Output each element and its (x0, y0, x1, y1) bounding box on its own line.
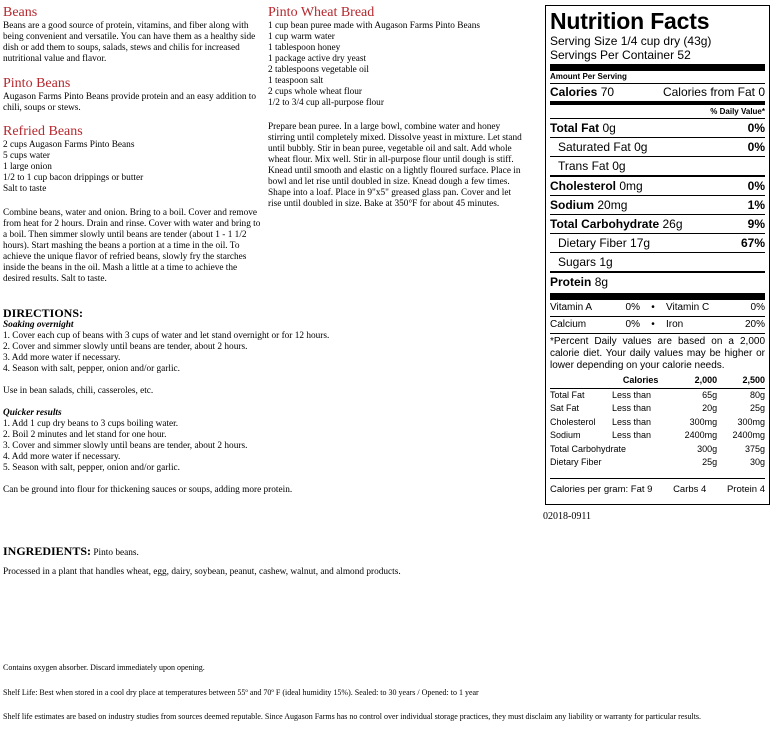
table-cell: 25g (702, 457, 718, 467)
divider (550, 64, 765, 71)
table-header (550, 374, 612, 388)
table-header: 2,500 (742, 375, 765, 385)
nutrient-label: Sodium (550, 198, 594, 212)
table-cell: Less than (612, 430, 652, 440)
list-item: 4. Add more water if necessary. (3, 452, 121, 462)
calories-from-fat: Calories from Fat 0 (662, 85, 765, 99)
list-item: 1 teaspoon salt (268, 76, 324, 86)
nutrient-row (550, 252, 765, 271)
refried-section (3, 124, 261, 285)
list-item: 4. Season with salt, pepper, onion and/or garlic. (3, 364, 181, 374)
nutrient-label: Dietary Fiber (558, 236, 627, 250)
nutrient-row (550, 156, 765, 175)
nutrient-label: Saturated Fat (558, 140, 631, 154)
nutrient-row (550, 175, 765, 195)
protein-per-gram: Protein 4 (726, 483, 765, 495)
nutrient-dv: 1% (747, 198, 765, 212)
table-cell: 375g (744, 443, 765, 454)
protein-row (550, 271, 765, 291)
list-item: 3. Add more water if necessary. (3, 353, 121, 363)
nutrient-row (550, 118, 765, 137)
table-cell: 300g (697, 443, 718, 454)
divider (550, 293, 765, 300)
allergen-note: Processed in a plant that handles wheat, egg, dairy, soybean, peanut, cashew, walnut, and almond products. (3, 567, 401, 577)
ingredients-label: INGREDIENTS: (3, 544, 92, 558)
nutrient-rows (550, 118, 765, 271)
table-cell: 25g (749, 403, 765, 413)
vitamin-row (550, 300, 765, 316)
protein-label: Protein (550, 275, 592, 289)
soaking-title: Soaking overnight (3, 320, 74, 330)
nutrient-amount: 0g (602, 121, 616, 135)
table-cell: Dietary Fiber (550, 457, 602, 467)
ingredients-value: Pinto beans. (91, 548, 139, 558)
table-cell: Total Carbohydrate (550, 443, 627, 454)
table-cell: Less than (612, 403, 652, 413)
amount-per-serving: Amount Per Serving (550, 72, 627, 81)
vitamin-label: Calcium (550, 319, 587, 330)
nutrient-amount: 26g (662, 217, 683, 231)
ingredients-section (3, 546, 543, 578)
table-cell: Less than (612, 416, 652, 427)
nutrient-label: Trans Fat (558, 159, 609, 173)
nutrient-dv: 0% (747, 179, 765, 193)
table-cell: 65g (702, 389, 718, 400)
vitamin-label: Vitamin A (550, 302, 593, 313)
oxygen-note: Contains oxygen absorber. Discard immediately upon opening. (3, 663, 205, 672)
nutrient-amount: 0g (634, 140, 648, 154)
vitamin-value: 20% (744, 319, 765, 330)
disclaimer-note: Shelf life estimates are based on industry studies from sources deemed reputable. Since Augason Farms has no control over individual storage practices, they must disclaim any liability or warranty for particular results. (3, 712, 702, 721)
footnote: *Percent Daily values are based on a 2,000 calorie diet. Your daily values may be higher or lower depending on your calorie needs. (550, 333, 765, 372)
list-item: 1. Add 1 cup dry beans to 3 cups boiling water. (3, 419, 179, 429)
refried-method: Combine beans, water and onion. Bring to a boil. Cover and remove from heat for 2 hours. Drain and rinse. Cover with water and bring to a boil. Then simmer slowly until beans are tender (about 1 - 1 1/2 hours). Start mashing the beans a portion at a time in the oil. To achieve the unique flavor of refried beans, slowly fry the starches inside the beans in the oil. Mash a little at a time to achieve the desired results. Salt to taste. (3, 208, 261, 284)
table-cell: 30g (749, 457, 765, 467)
table-cell: 2400mg (684, 430, 718, 440)
quicker-title: Quicker results (3, 408, 62, 418)
nutrient-dv: 0% (747, 121, 765, 135)
nutrient-amount: 20mg (597, 198, 628, 212)
list-item: 1 package active dry yeast (268, 54, 367, 64)
table-header-row (550, 374, 765, 388)
table-cell: 20g (702, 403, 718, 413)
calories-per-gram (550, 478, 765, 496)
nutrient-dv: 9% (747, 217, 765, 231)
pinto-section (3, 76, 261, 114)
list-item: 2 cups Augason Farms Pinto Beans (3, 140, 135, 150)
table-row (550, 402, 765, 416)
table-cell: Total Fat (550, 389, 585, 400)
bread-section (268, 5, 523, 210)
directions-section (3, 307, 523, 496)
bread-method: Prepare bean puree. In a large bowl, combine water and honey stirring until completely mixed. Dissolve yeast in mixture. Let stand until bubbly. Stir in bean puree, vegetable oil and salt. Add whole wheat flour. Mix well. Stir in all-purpose flour until dough is stiff. Knead until smooth and elastic on a lightly floured surface. Place in bowl and let rise until doubled in size. Knead dough a few times. Shape into a loaf. Place in 9"x5" greased glass pan. Cover and let rise until doubled in size. Bake at 350°F for about 45 minutes. (268, 122, 522, 209)
calories-value: 70 (600, 85, 615, 99)
nutrient-label: Total Fat (550, 121, 600, 135)
vitamin-value: 0% (625, 319, 640, 330)
list-item: 1 tablespoon honey (268, 43, 341, 53)
table-row (550, 416, 765, 430)
vitamin-value: 0% (625, 302, 640, 313)
bullet: • (651, 302, 655, 313)
nutrient-dv: 0% (747, 140, 765, 154)
table-cell: Sodium (550, 430, 581, 440)
protein-amount: 8g (594, 275, 609, 289)
nutrient-row (550, 195, 765, 214)
list-item: 2 tablespoons vegetable oil (268, 65, 369, 75)
table-row (550, 443, 765, 457)
nutrient-dv: 67% (740, 236, 765, 250)
table-cell: Sat Fat (550, 403, 580, 413)
servings-per-container: Servings Per Container 52 (550, 48, 691, 62)
table-cell: 80g (749, 389, 765, 400)
use-note: Use in bean salads, chili, casseroles, etc. (3, 386, 154, 396)
flour-note: Can be ground into flour for thickening sauces or soups, adding more protein. (3, 485, 293, 495)
nutrition-title: Nutrition Facts (550, 8, 710, 34)
table-cell: Cholesterol (550, 416, 596, 427)
list-item: 1 cup bean puree made with Augason Farms Pinto Beans (268, 21, 480, 31)
beans-title: Beans (3, 5, 38, 20)
beans-text: Beans are a good source of protein, vitamins, and fiber along with being convenient and versatile. You can have them as a healthy side dish or add them to soups, salads, stews and chilis for increased nutritional value and flavor. (3, 21, 256, 64)
list-item: 1/2 to 1 cup bacon drippings or butter (3, 173, 144, 183)
list-item: 5. Season with salt, pepper, onion and/or garlic. (3, 463, 181, 473)
directions-title: DIRECTIONS: (3, 306, 84, 320)
daily-values-table (550, 374, 765, 470)
footer (3, 663, 779, 722)
list-item: 5 cups water (3, 151, 50, 161)
list-item: 1 large onion (3, 162, 52, 172)
table-row (550, 429, 765, 443)
list-item: 2. Cover and simmer slowly until beans are tender, about 2 hours. (3, 342, 248, 352)
table-cell: 300mg (689, 416, 718, 427)
calories-label: Calories (550, 85, 598, 99)
nutrient-row (550, 137, 765, 156)
nutrient-label: Total Carbohydrate (550, 217, 660, 231)
table-header: Calories (622, 375, 659, 385)
vitamin-value: 0% (750, 302, 765, 313)
nutrient-amount: 0mg (619, 179, 643, 193)
bread-ingredients (268, 21, 523, 109)
pinto-text: Augason Farms Pinto Beans provide protein and an easy addition to chili, soups or stews. (3, 92, 257, 113)
list-item: 2. Boil 2 minutes and let stand for one hour. (3, 430, 167, 440)
fat-per-gram: Calories per gram: Fat 9 (550, 483, 653, 495)
bullet: • (651, 319, 655, 330)
table-header: 2,000 (694, 375, 718, 385)
nutrient-row (550, 233, 765, 252)
table-cell: Less than (612, 389, 652, 400)
vitamin-row (550, 316, 765, 333)
refried-ingredients (3, 140, 261, 195)
list-item: 2 cups whole wheat flour (268, 87, 362, 97)
list-item: 3. Cover and simmer slowly until beans are tender, about 2 hours. (3, 441, 248, 451)
list-item: 1. Cover each cup of beans with 3 cups of water and let stand overnight or for 12 hours. (3, 331, 330, 341)
list-item: 1 cup warm water (268, 32, 335, 42)
serving-size: Serving Size 1/4 cup dry (43g) (550, 34, 712, 48)
shelf-life-note: Shelf Life: Best when stored in a cool dry place at temperatures between 55º and 70º F (ideal humidity 15%). Sealed: to 30 years / Opened: to 1 year (3, 688, 479, 697)
nutrient-label: Cholesterol (550, 179, 617, 193)
list-item: Salt to taste (3, 184, 47, 194)
table-cell: 300mg (737, 416, 765, 427)
refried-title: Refried Beans (3, 124, 83, 139)
nutrient-amount: 0g (612, 159, 626, 173)
nutrition-facts-panel (545, 5, 770, 505)
table-row (550, 456, 765, 470)
vitamin-label: Vitamin C (666, 302, 710, 313)
table-row (550, 388, 765, 402)
daily-value-header: % Daily Value* (710, 107, 765, 116)
nutrient-label: Sugars (558, 255, 597, 269)
list-item: 1/2 to 3/4 cup all-purpose flour (268, 98, 384, 108)
nutrient-amount: 1g (599, 255, 613, 269)
vitamin-label: Iron (666, 319, 684, 330)
pinto-title: Pinto Beans (3, 76, 71, 91)
product-code: 02018-0911 (543, 511, 591, 522)
nutrient-row (550, 214, 765, 233)
carbs-per-gram: Carbs 4 (673, 483, 707, 495)
bread-title: Pinto Wheat Bread (268, 5, 375, 20)
beans-section (3, 5, 261, 65)
table-cell: 2400mg (732, 430, 765, 440)
nutrient-amount: 17g (630, 236, 651, 250)
calories-row (550, 83, 765, 101)
